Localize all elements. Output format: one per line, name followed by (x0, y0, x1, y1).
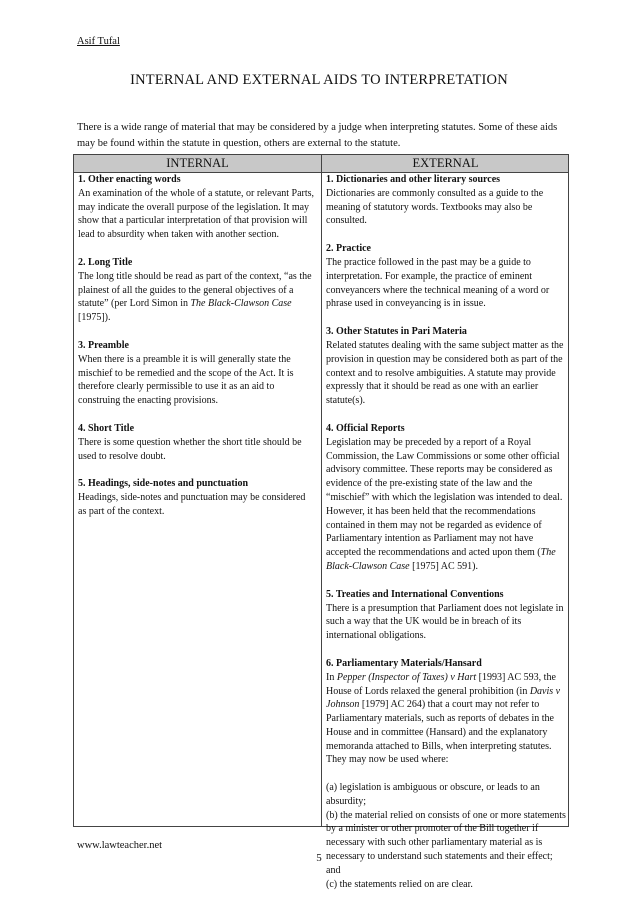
section-heading: 3. Other Statutes in Pari Materia (326, 326, 467, 338)
section-list: (a) legislation is ambiguous or obscure, or leads to an absurdity; (b) the material relied on consists of one or more statements by a minister or other promoter of the Bill together if necessary with such other parliamentary material as is necessary to understand such statements and their effect; and (c) the statements relied on are clear. (326, 782, 566, 890)
external-column (326, 173, 566, 905)
internal-section (78, 477, 316, 518)
external-section (326, 325, 566, 408)
header-internal: INTERNAL (166, 156, 229, 170)
section-heading: 4. Official Reports (326, 422, 405, 434)
section-body: When there is a preamble it is will generally state the mischief to be remedied and the scope of the Act. It is therefore clearly permissible to use it as an aid to construing the enacting provisions. (78, 353, 294, 407)
section-heading: 4. Short Title (78, 422, 135, 434)
column-divider (321, 155, 322, 826)
page-number: 5 (316, 852, 322, 864)
internal-section (78, 422, 316, 463)
section-heading: 5. Headings, side-notes and punctuation (78, 478, 249, 490)
section-body: There is a presumption that Parliament does not legislate in such a way that the UK would be in breach of its international obligations. (326, 602, 564, 642)
author-name: Asif Tufal (77, 36, 120, 47)
section-body: Legislation may be preceded by a report of a Royal Commission, the Law Commissions or some other official advisory committee. These reports may be considered as evidence of the pre-existing state of the law and the “mischief” with which the legislation was intended to deal. However, it has been held that the recommendations contained in them may not be regarded as evidence of Parliamentary intention as Parliament may not have accepted the recommendations and acted upon them (The Black-Clawson Case [1975] AC 591). (326, 436, 563, 572)
external-section (326, 242, 566, 311)
section-heading: 1. Dictionaries and other literary sources (326, 174, 501, 185)
header-external: EXTERNAL (412, 156, 479, 170)
section-heading: 3. Preamble (78, 339, 129, 351)
page-title: INTERNAL AND EXTERNAL AIDS TO INTERPRETATION (130, 72, 508, 88)
external-section (326, 588, 566, 643)
section-body: Headings, side-notes and punctuation may be considered as part of the context. (78, 492, 306, 517)
section-heading: 5. Treaties and International Conventions (326, 588, 504, 600)
external-section (326, 422, 566, 574)
external-section (326, 173, 566, 228)
intro-paragraph: There is a wide range of material that may be considered by a judge when interpreting statutes. Some of these aids may be found within the statute in question, others are external to the statute. (77, 122, 558, 149)
section-heading: 2. Long Title (78, 256, 133, 268)
section-body: Dictionaries are commonly consulted as a guide to the meaning of statutory words. Textbooks may also be consulted. (326, 187, 544, 227)
internal-section (78, 173, 316, 242)
section-body: Related statutes dealing with the same subject matter as the provision in question may be considered both as part of the context and to resolve ambiguities. A statute may provide expressly that it should be read as one with an earlier statute(s). (326, 339, 564, 407)
section-body: There is some question whether the short title should be used to resolve doubt. (78, 436, 302, 462)
section-body: In Pepper (Inspector of Taxes) v Hart [1993] AC 593, the House of Lords relaxed the general prohibition (in Davis v Johnson [1979] AC 264) that a court may not refer to Parliamentary materials, such as reports of debates in the House and in committee (Hansard) and the explanatory memoranda attached to Bills, when interpreting statutes. They may now be used where: (326, 671, 561, 766)
section-body: The long title should be read as part of the context, “as the plainest of all the guides to the general objectives of a statute” (per Lord Simon in The Black-Clawson Case [1975]). (78, 270, 312, 324)
internal-column (78, 173, 316, 533)
section-body: The practice followed in the past may be a guide to interpretation. For example, the practice of eminent conveyancers where the technical meaning of a word or phrase used in conveyancing is in issue. (326, 256, 550, 310)
footer-url: www.lawteacher.net (77, 840, 163, 851)
internal-section (78, 339, 316, 408)
section-heading: 6. Parliamentary Materials/Hansard (326, 657, 482, 669)
internal-section (78, 256, 316, 325)
section-heading: 1. Other enacting words (78, 174, 181, 185)
section-body: An examination of the whole of a statute, or relevant Parts, may indicate the overall purpose of the legislation. It may show that a particular interpretation of that provision will lead to absurdity when taken with another section. (78, 187, 315, 241)
section-heading: 2. Practice (326, 243, 371, 255)
